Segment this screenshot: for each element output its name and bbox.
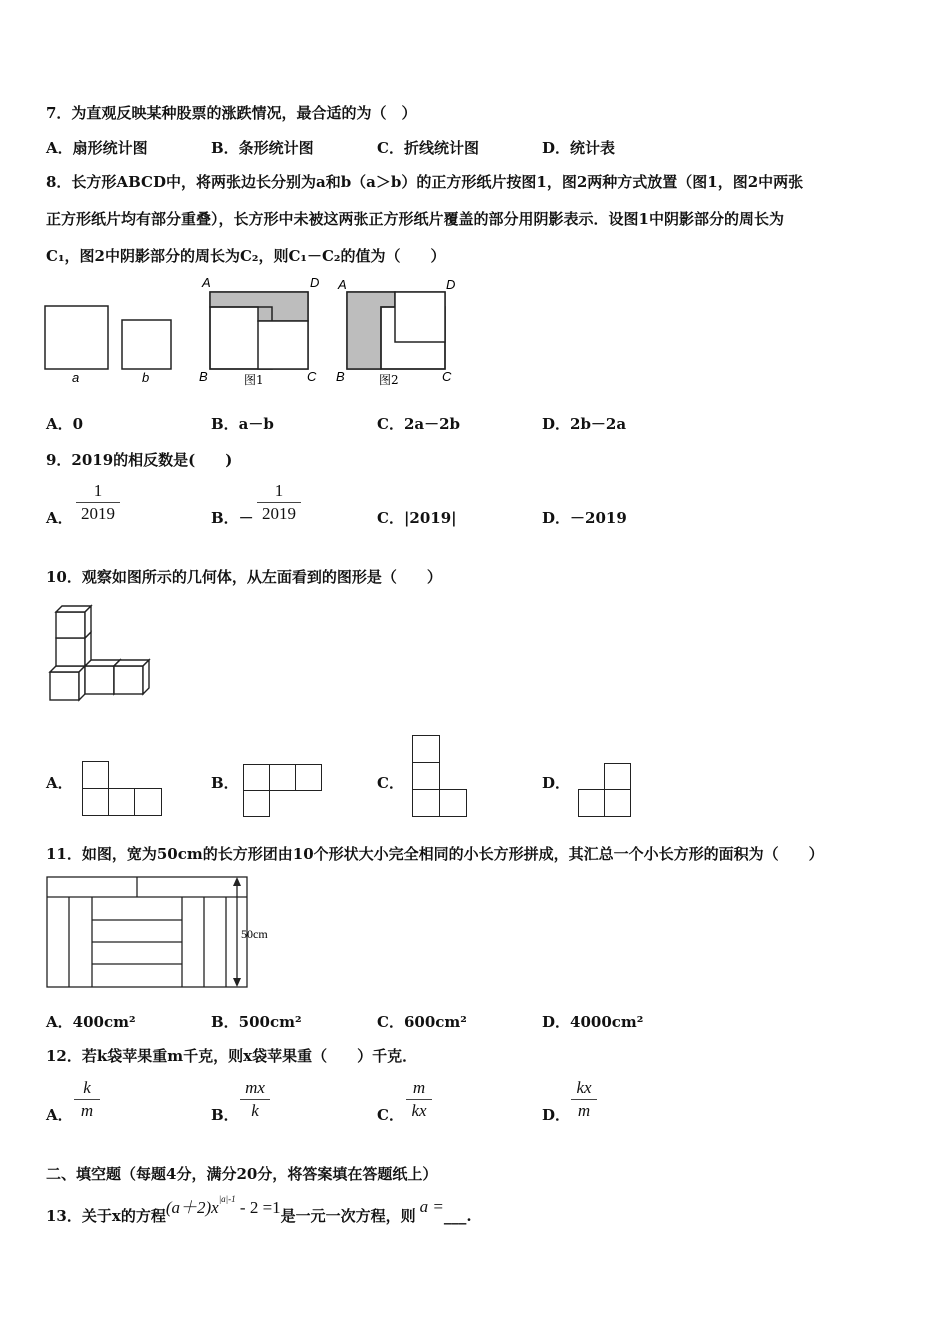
fig2-caption: 图2 — [379, 373, 399, 387]
q13-formula: (a＋2)x — [165, 1198, 219, 1217]
q8-stem-line2: 正方形纸片均有部分重叠），长方形中未被这两张正方形纸片覆盖的部分用阴影表示．设图1中阴影部分的周长为 — [46, 210, 784, 228]
svg-text:C: C — [307, 369, 317, 384]
q10-option-c-label: C． — [377, 774, 404, 792]
q13-prefix: 13．关于x的方程 — [46, 1207, 166, 1225]
svg-text:A: A — [338, 277, 347, 292]
svg-text:D: D — [446, 277, 456, 292]
q10-solid — [44, 600, 154, 705]
q10-option-d-label: D． — [542, 774, 571, 792]
q7-option-d: D．统计表 — [542, 139, 616, 157]
q12-option-a-label: A． — [46, 1106, 73, 1124]
q9-option-a-fraction: 1 2019 — [76, 481, 120, 524]
q12-option-d-fraction: kx m — [571, 1078, 597, 1121]
q11-dimension: 50cm — [241, 927, 268, 941]
q9-option-b-fraction: 1 2019 — [257, 481, 301, 524]
q12-option-a-fraction: k m — [74, 1078, 100, 1121]
q13-middle: 是一元一次方程，则 — [280, 1207, 416, 1225]
q11-option-c: C．600cm² — [377, 1013, 467, 1031]
q13-line — [46, 1190, 472, 1230]
q8-option-b: B．a－b — [211, 415, 274, 433]
q8-option-c: C．2a－2b — [377, 415, 461, 433]
q11-figure — [44, 872, 284, 992]
q13-blank: ___. — [443, 1207, 472, 1225]
square-b — [122, 320, 171, 369]
q9-option-a-label: A． — [46, 509, 73, 527]
q10-stem: 10．观察如图所示的几何体，从左面看到的图形是（ ） — [46, 568, 442, 586]
q11-option-a: A．400cm² — [46, 1013, 136, 1031]
q7-option-c: C．折线统计图 — [377, 139, 479, 157]
q9-option-b-label: B．－ — [211, 509, 254, 527]
q12-option-c-label: C． — [377, 1106, 404, 1124]
section-2-title: 二、填空题（每题4分，满分20分，将答案填在答题纸上） — [46, 1165, 438, 1183]
svg-text:B: B — [336, 369, 345, 384]
q9-stem: 9．2019的相反数是( ) — [46, 451, 233, 469]
q8-option-d: D．2b－2a — [542, 415, 627, 433]
fig1-caption: 图1 — [244, 373, 264, 387]
q7-option-a: A．扇形统计图 — [46, 139, 148, 157]
q7-stem: 7．为直观反映某种股票的涨跌情况，最合适的为（ ） — [46, 104, 417, 122]
q8-figures — [40, 272, 480, 392]
q8-option-a: A．0 — [46, 415, 84, 433]
q8-stem-line3: C₁，图2中阴影部分的周长为C₂，则C₁－C₂的值为（ ） — [46, 247, 446, 265]
q12-option-d-label: D． — [542, 1106, 571, 1124]
figure-2 — [336, 277, 455, 387]
label-b: b — [142, 370, 150, 385]
q12-option-b-label: B． — [211, 1106, 239, 1124]
q13-exponent: |a|-1 — [218, 1194, 236, 1204]
q10-option-b-label: B． — [211, 774, 239, 792]
q13-formula-tail: - 2 =1 — [235, 1198, 281, 1217]
q11-stem: 11．如图，宽为50cm的长方形团由10个形状大小完全相同的小长方形拼成，其汇总一个小长方形的面积为（ ） — [46, 845, 824, 863]
square-a — [45, 306, 108, 369]
q13-variable: a = — [419, 1197, 444, 1216]
figure-1 — [199, 275, 319, 387]
svg-text:B: B — [199, 369, 208, 384]
q12-option-c-fraction: m kx — [406, 1078, 432, 1121]
q12-stem: 12．若k袋苹果重m千克，则x袋苹果重（ ）千克． — [46, 1047, 418, 1065]
svg-text:D: D — [310, 275, 320, 290]
q11-option-d: D．4000cm² — [542, 1013, 644, 1031]
svg-text:C: C — [442, 369, 452, 384]
label-a: a — [72, 370, 80, 385]
q12-option-b-fraction: mx k — [240, 1078, 270, 1121]
q9-option-c: C．|2019| — [377, 509, 457, 527]
svg-text:A: A — [202, 275, 211, 290]
q10-option-a-label: A． — [46, 774, 73, 792]
q9-option-d: D．－2019 — [542, 509, 627, 527]
q8-stem-line1: 8．长方形ABCD中，将两张边长分别为a和b（a＞b）的正方形纸片按图1，图2两种方式放置（图1，图2中两张 — [46, 173, 804, 191]
q11-option-b: B．500cm² — [211, 1013, 302, 1031]
q7-option-b: B．条形统计图 — [211, 139, 314, 157]
